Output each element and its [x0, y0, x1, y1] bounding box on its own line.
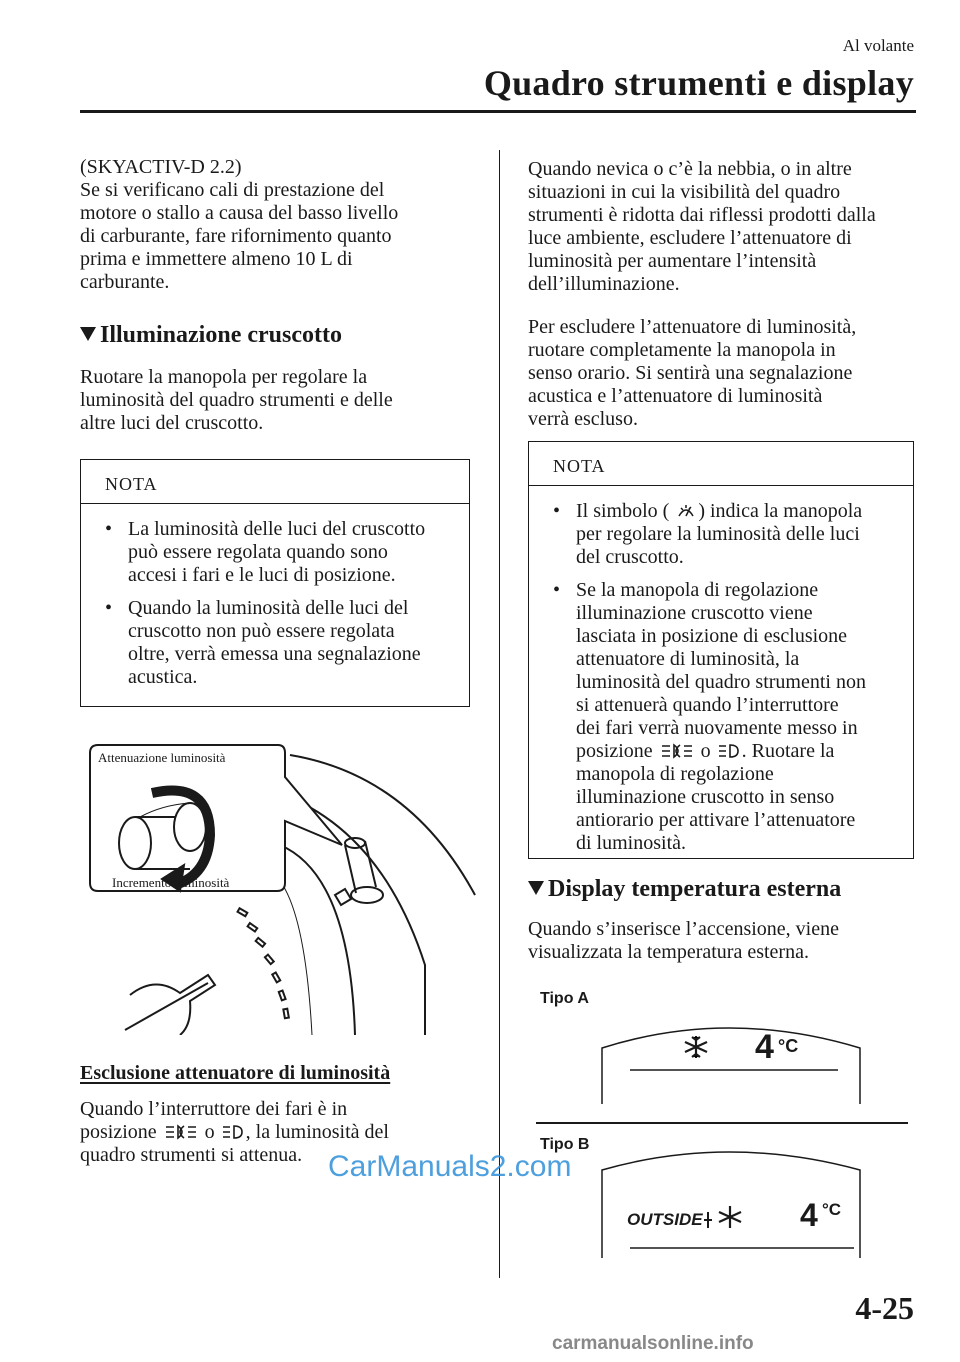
triangle-bullet-icon — [528, 881, 544, 895]
temperature-value-a: 4 — [755, 1028, 774, 1066]
column-divider — [499, 150, 500, 1278]
header-rule — [80, 110, 916, 113]
chapter-title: Quadro strumenti e display — [483, 63, 914, 103]
label-attenuazione: Attenuazione luminosità — [98, 750, 226, 765]
display-tipo-a — [598, 1010, 868, 1106]
note-box-right — [528, 441, 914, 859]
headlight-low-beam-icon — [660, 742, 694, 760]
heading-illuminazione: Illuminazione cruscotto — [80, 322, 342, 349]
note-box-left — [80, 459, 470, 707]
paragraph-temperatura: Quando s’inserisce l’accensione, viene visualizzata la temperatura esterna. — [528, 918, 839, 963]
temperature-unit-a: °C — [778, 1036, 799, 1056]
note-title: NOTA — [81, 460, 469, 504]
paragraph-escludere: Per escludere l’attenuatore di luminosità, ruotare completamente la manopola in senso orario. Si sentirà una segnalazione acustica e l’attenuatore di luminosità verrà escluso. — [528, 316, 857, 430]
watermark: CarManuals2.com — [328, 1150, 572, 1183]
paragraph-nebbia: Quando nevica o c’è la nebbia, o in altre situazioni in cui la visibilità del quadro strumenti è ridotta dai riflessi prodotti dalla luce ambiente, escludere l’attenuatore di luminosità per aumentare l’intensità dell’illuminazione. — [528, 158, 876, 295]
paragraph-esclusione: Quando l’interruttore dei fari è in posizione o , la luminosità del quadro strumenti si attenua. — [80, 1098, 389, 1166]
headlight-high-beam-icon — [718, 742, 740, 760]
intro-paragraph: (SKYACTIV-D 2.2) Se si verificano cali di prestazione del motore o stallo a causa del basso livello di carburante, fare rifornimento quanto prima e immettere almeno 10 L di carburante. — [80, 156, 399, 293]
heading-temperatura: Display temperatura esterna — [528, 876, 841, 903]
label-tipo-a: Tipo A — [540, 990, 589, 1007]
note-item: • Quando la luminosità delle luci del cruscotto non può essere regolata oltre, verrà emessa una segnalazione acustica. — [105, 597, 455, 689]
paragraph-illuminazione: Ruotare la manopola per regolare la luminosità del quadro strumenti e delle altre luci del cruscotto. — [80, 366, 393, 434]
temperature-unit-b: °C — [822, 1200, 842, 1219]
display-separator — [536, 1122, 908, 1124]
headlight-low-beam-icon — [164, 1123, 198, 1141]
dimmer-knob-figure — [80, 735, 480, 1035]
page-number: 4-25 — [855, 1290, 914, 1326]
snowflake-icon — [685, 1036, 707, 1058]
triangle-bullet-icon — [80, 327, 96, 341]
dashboard-illumination-icon — [676, 502, 696, 520]
note-title: NOTA — [529, 442, 913, 486]
headlight-high-beam-icon — [222, 1123, 244, 1141]
note-item: • Se la manopola di regolazione illuminazione cruscotto viene lasciata in posizione di esclusione attenuatore di luminosità, la luminosità del quadro strumenti non si attenuerà quando l’interruttore dei fari verrà nuovamente messo in posizione o . Ruotare la manopola di regolazione illuminazione cruscotto in senso antiorario per attivare l’attenuatore di luminosità. — [553, 579, 899, 855]
temperature-value-b: 4 — [800, 1197, 818, 1233]
subheading-esclusione: Esclusione attenuatore di luminosità — [80, 1062, 391, 1084]
note-item: • Il simbolo ( ) indica la manopola per regolare la luminosità delle luci del cruscotto. — [553, 500, 899, 569]
label-incremento: Incremento luminosità — [112, 875, 230, 890]
thermometer-icon — [704, 1212, 712, 1228]
outside-label: OUTSIDE — [627, 1210, 703, 1229]
section-label: Al volante — [842, 36, 914, 55]
snowflake-icon — [719, 1206, 741, 1228]
footer-site: carmanualsonline.info — [552, 1333, 754, 1354]
note-item: • La luminosità delle luci del cruscotto può essere regolata quando sono accesi i fari e le luci di posizione. — [105, 518, 455, 587]
label-tipo-b: Tipo B — [540, 1136, 590, 1153]
